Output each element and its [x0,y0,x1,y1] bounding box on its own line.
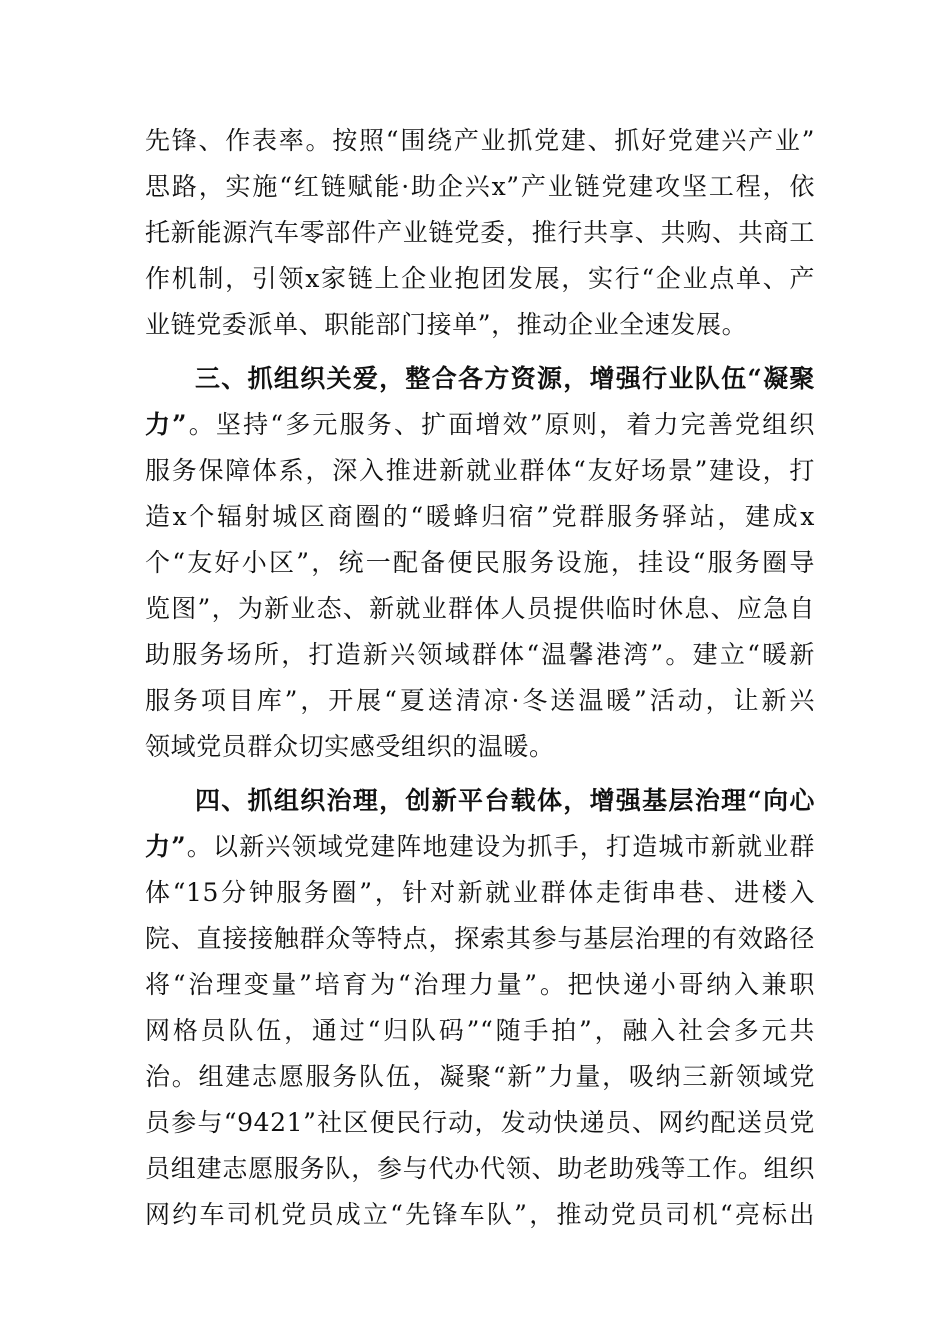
section-heading-tail: 力” [145,410,188,439]
text-line: 先锋、作表率。按照“围绕产业抓党建、抓好党建兴产业” [145,126,815,155]
text-line: 托新能源汽车零部件产业链党委，推行共享、共购、共商工 [145,218,815,247]
text-line: 业链党委派单、职能部门接单”，推动企业全速发展。 [145,310,748,339]
text-line: 服务保障体系，深入推进新就业群体“友好场景”建设，打 [145,456,815,485]
text-line: 员组建志愿服务队，参与代办代领、助老助残等工作。组织 [145,1154,815,1183]
text-line: 网格员队伍，通过“归队码”“随手拍”，融入社会多元共 [145,1016,815,1045]
text-line: 思路，实施“红链赋能·助企兴x”产业链党建攻坚工程，依 [145,172,815,201]
text-line: 将“治理变量”培育为“治理力量”。把快递小哥纳入兼职 [145,970,815,999]
text-line: 助服务场所，打造新兴领域群体“温馨港湾”。建立“暖新 [145,640,815,669]
paragraph-organization-governance [145,778,815,1238]
text-line: 员参与“9421”社区便民行动，发动快递员、网约配送员党 [145,1108,815,1137]
text-span: 。坚持“多元服务、扩面增效”原则，着力完善党组织 [187,410,815,439]
text-line: 网约车司机党员成立“先锋车队”，推动党员司机“亮标出 [145,1200,815,1229]
text-line: 个“友好小区”，统一配备便民服务设施，挂设“服务圈导 [145,548,815,577]
text-line: 体“15分钟服务圈”，针对新就业群体走街串巷、进楼入 [145,878,815,907]
text-line [145,402,815,448]
text-line: 览图”，为新业态、新就业群体人员提供临时休息、应急自 [145,594,815,623]
section-heading: 三、抓组织关爱，整合各方资源，增强行业队伍“凝聚 [195,364,815,393]
text-line: 院、直接接触群众等特点，探索其参与基层治理的有效路径 [145,924,815,953]
text-span: 。以新兴领域党建阵地建设为抓手，打造城市新就业群 [186,832,815,861]
document-body [145,118,815,1238]
text-line: 服务项目库”，开展“夏送清凉·冬送温暖”活动，让新兴 [145,686,815,715]
section-heading: 四、抓组织治理，创新平台载体，增强基层治理“向心 [195,786,815,815]
section-heading-tail: 力” [145,832,187,861]
paragraph-industry-chain [145,118,815,348]
text-line: 治。组建志愿服务队伍，凝聚“新”力量，吸纳三新领域党 [145,1062,815,1091]
text-line: 领域党员群众切实感受组织的温暖。 [145,732,555,761]
text-line: 造x个辐射城区商圈的“暖蜂归宿”党群服务驿站，建成x [145,502,815,531]
paragraph-organization-care [145,356,815,770]
text-line: 作机制，引领x家链上企业抱团发展，实行“企业点单、产 [145,264,815,293]
text-line [145,824,815,870]
